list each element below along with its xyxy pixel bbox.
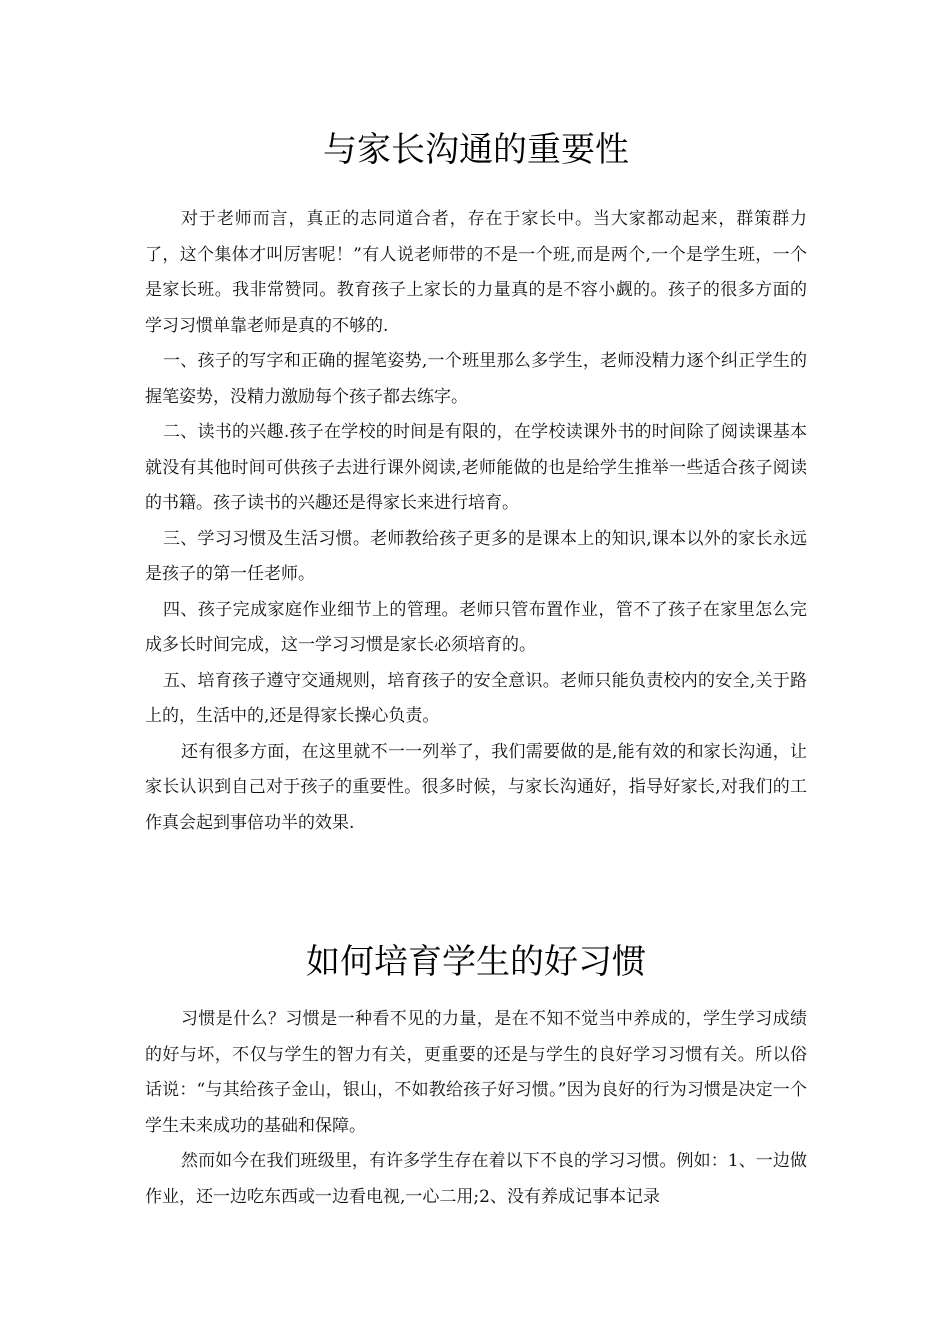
intro-paragraph: 对于老师而言，真正的志同道合者，存在于家长中。当大家都动起来，群策群力了，这个集体才叫厉害呢！”有人说老师带的不是一个班,而是两个,一个是学生班，一个是家长班。我非常赞同。教育孩子上家长的力量真的是不容小觑的。孩子的很多方面的学习习惯单靠老师是真的不够的. xyxy=(145,209,807,336)
point-one-paragraph: 一、孩子的写字和正确的握笔姿势,一个班里那么多学生，老师没精力逐个纠正学生的握笔姿势，没精力激励每个孩子都去练字。 xyxy=(145,351,807,407)
section-parent-communication xyxy=(145,126,807,841)
bad-habits-paragraph: 然而如今在我们班级里，有许多学生存在着以下不良的学习习惯。例如：1、一边做作业，还一边吃东西或一边看电视,一心二用;2、没有养成记事本记录 xyxy=(145,1151,807,1207)
habit-intro-paragraph: 习惯是什么？习惯是一种看不见的力量，是在不知不觉当中养成的，学生学习成绩的好与坏，不仅与学生的智力有关，更重要的还是与学生的良好学习习惯有关。所以俗话说：“与其给孩子金山，银山，不如教给孩子好习惯。”因为良好的行为习惯是决定一个学生未来成功的基础和保障。 xyxy=(145,1009,807,1136)
section-title: 与家长沟通的重要性 xyxy=(323,130,629,170)
section-good-habits xyxy=(145,938,807,1215)
point-two-paragraph: 二、读书的兴趣.孩子在学校的时间是有限的，在学校读课外书的时间除了阅读课基本就没有其他时间可供孩子去进行课外阅读,老师能做的也是给学生推举一些适合孩子阅读的书籍。孩子读书的兴趣还是得家长来进行培育。 xyxy=(145,422,807,513)
section-title: 如何培育学生的好习惯 xyxy=(306,942,646,982)
conclusion-paragraph: 还有很多方面，在这里就不一一列举了，我们需要做的是,能有效的和家长沟通，让家长认识到自己对于孩子的重要性。很多时候，与家长沟通好，指导好家长,对我们的工作真会起到事倍功半的效果. xyxy=(145,741,807,833)
point-three-paragraph: 三、学习习惯及生活习惯。老师教给孩子更多的是课本上的知识,课本以外的家长永远是孩子的第一任老师。 xyxy=(145,528,807,584)
point-five-paragraph: 五、培育孩子遵守交通规则，培育孩子的安全意识。老师只能负责校内的安全,关于路上的，生活中的,还是得家长操心负责。 xyxy=(145,670,807,726)
point-four-paragraph: 四、孩子完成家庭作业细节上的管理。老师只管布置作业，管不了孩子在家里怎么完成多长时间完成，这一学习习惯是家长必须培育的。 xyxy=(145,599,807,655)
